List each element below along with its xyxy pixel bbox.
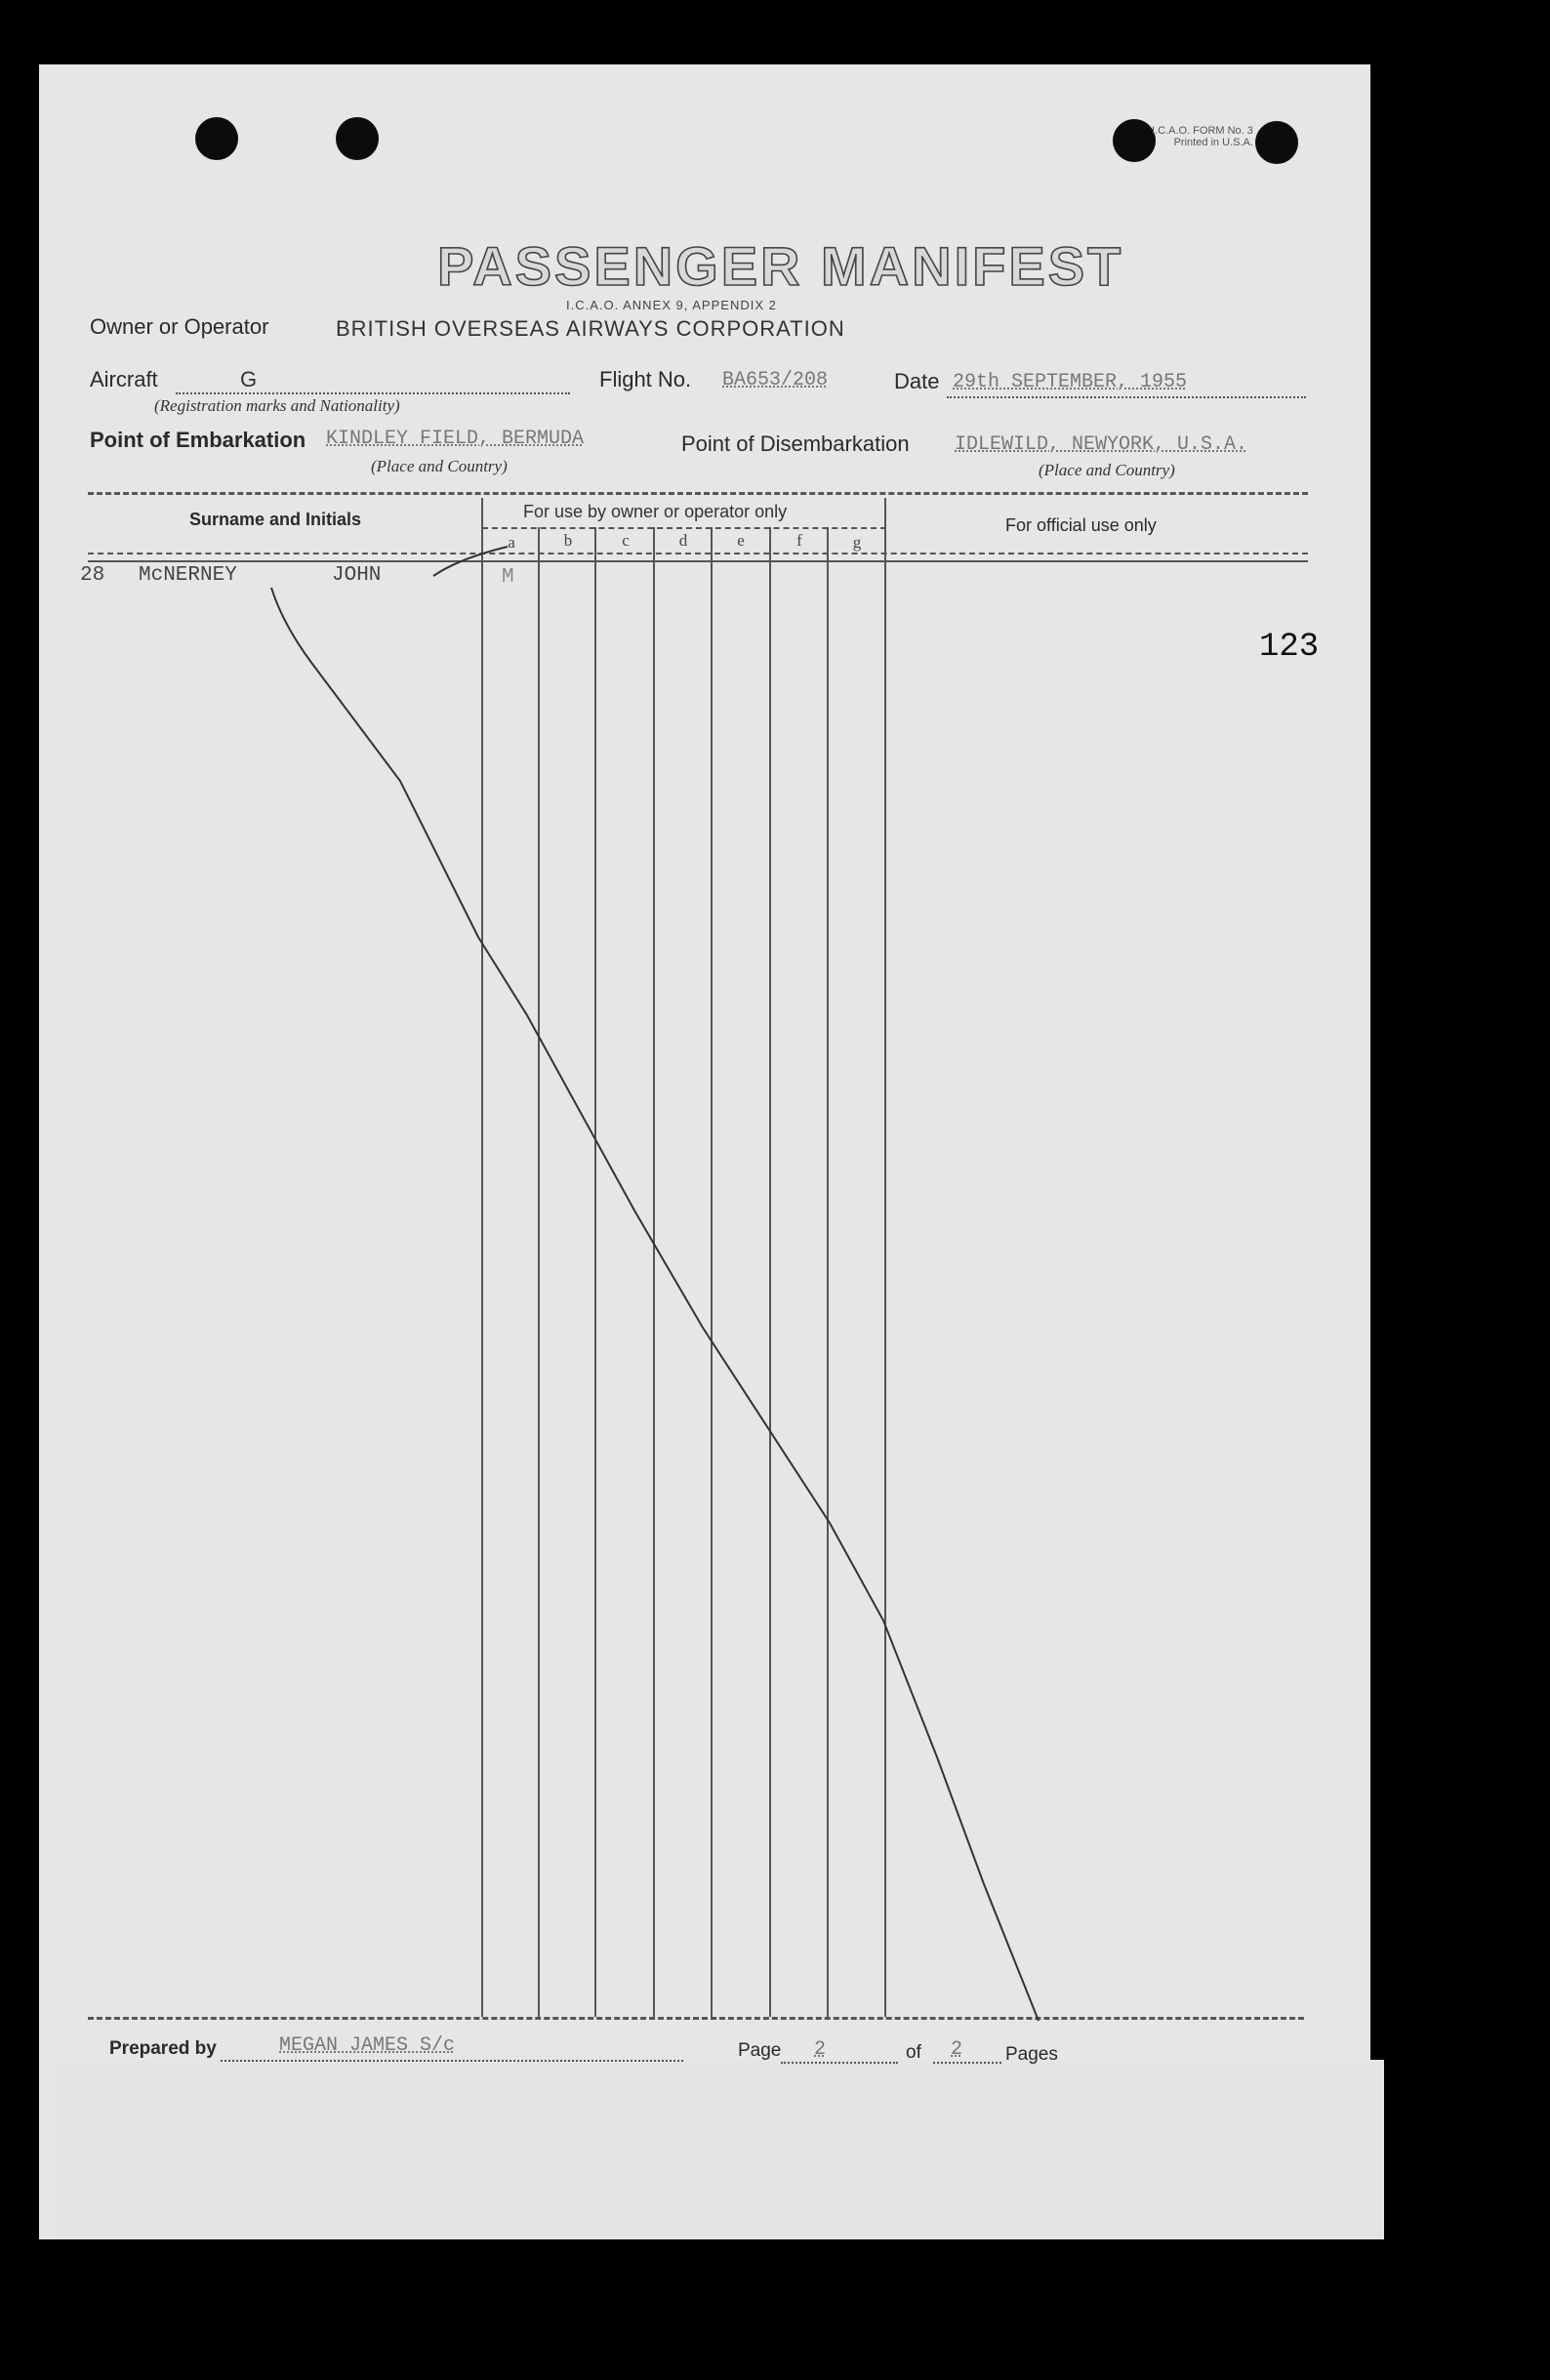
owner-use-rule [482,527,886,529]
table-header-rule-2 [88,560,1308,562]
prepared-value: MEGAN JAMES S/c [279,2034,456,2057]
owner-value: BRITISH OVERSEAS AIRWAYS CORPORATION [336,316,845,341]
page-label: Page [738,2040,782,2061]
prepared-dotted-line [221,2060,683,2062]
col-b-header: b [563,531,573,550]
row-surname: McNERNEY [139,564,237,587]
page-value: 2 [814,2038,827,2061]
embark-note: (Place and Country) [371,457,508,475]
col-g-header: g [852,533,862,552]
col-official-header: For official use only [1005,515,1157,535]
row-col-a: M [502,566,514,589]
table-top-rule [88,492,1308,495]
col-c-header: c [622,531,630,550]
row-number: 28 [80,564,105,587]
of-value: 2 [951,2038,963,2061]
page-dotted-line [781,2062,898,2064]
flight-label: Flight No. [599,367,692,391]
col-e-header: e [737,531,745,550]
table-col-line [481,498,483,2017]
flight-value: BA653/208 [722,369,829,391]
page-subtitle: I.C.A.O. ANNEX 9, APPENDIX 2 [566,298,777,312]
of-dotted-line [933,2062,1001,2064]
aircraft-note: (Registration marks and Nationality) [154,396,400,415]
table-col-line [769,527,771,2017]
embark-value: KINDLEY FIELD, BERMUDA [326,428,585,450]
disembark-label: Point of Disembarkation [681,431,910,456]
row-initials: JOHN [332,564,382,587]
of-label: of [906,2042,921,2063]
punch-hole-center [336,117,379,160]
pages-label: Pages [1005,2044,1058,2065]
col-a-header: a [508,533,515,552]
date-value: 29th SEPTEMBER, 1955 [953,371,1188,393]
punch-hole-right-2 [1255,121,1298,164]
owner-label: Owner or Operator [90,314,269,339]
table-col-line [594,527,596,2017]
embark-label: Point of Embarkation [90,428,306,452]
date-label: Date [894,369,940,393]
table-col-line [538,527,540,2017]
col-d-header: d [678,531,688,550]
page-title: PASSENGER MANIFEST [437,235,1124,297]
disembark-value: IDLEWILD, NEWYORK, U.S.A. [955,433,1248,456]
aircraft-value: G [240,367,259,391]
col-f-header: f [796,531,802,550]
table-col-line [711,527,713,2017]
manifest-sheet-bottom [57,2060,1384,2239]
form-number: I.C.A.O. FORM No. 3 Printed in U.S.A. [1152,125,1253,148]
table-header-rule [88,553,1308,554]
table-bottom-rule [88,2017,1304,2020]
table-col-line [827,527,829,2017]
date-dotted-line [947,396,1306,398]
col-surname-header: Surname and Initials [189,510,362,529]
official-number: 123 [1259,629,1320,666]
aircraft-dotted-line [176,392,570,394]
table-col-line [884,498,886,2017]
col-owner-use-header: For use by owner or operator only [523,502,788,521]
disembark-note: (Place and Country) [1039,461,1175,479]
punch-hole-left [195,117,238,160]
table-col-line [653,527,655,2017]
prepared-label: Prepared by [109,2038,217,2059]
aircraft-label: Aircraft [90,367,158,391]
punch-hole-right [1113,119,1156,162]
